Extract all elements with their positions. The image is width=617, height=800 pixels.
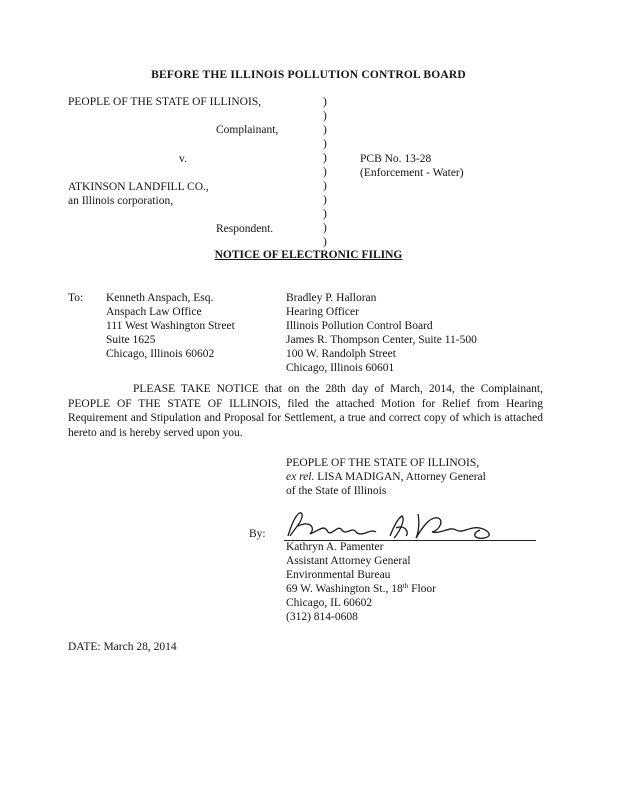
- signer-details: [286, 540, 436, 624]
- recipient-1-line: Kenneth Anspach, Esq.: [106, 292, 214, 304]
- caption-defendant: ATKINSON LANDFILL CO.,: [68, 181, 209, 193]
- recipient-2-line: 100 W. Randolph Street: [286, 348, 396, 360]
- address-floor: Floor: [408, 583, 437, 595]
- recipient-1: [106, 291, 235, 361]
- caption-paren: ): [323, 208, 327, 220]
- caption-paren: ): [323, 110, 327, 122]
- caption-defendant-role: Respondent.: [216, 223, 274, 235]
- to-label: To:: [68, 292, 84, 304]
- recipient-2-line: James R. Thompson Center, Suite 11-500: [286, 334, 477, 346]
- notice-title: NOTICE OF ELECTRONIC FILING: [214, 249, 403, 261]
- recipient-2-line: Illinois Pollution Control Board: [286, 320, 433, 332]
- caption-paren: ): [323, 138, 327, 150]
- caption-paren: ): [323, 124, 327, 136]
- address-suffix: th: [402, 582, 409, 590]
- caption-paren-column: [323, 95, 327, 249]
- recipient-2: [286, 291, 477, 375]
- recipient-1-line: Anspach Law Office: [106, 306, 202, 318]
- caption-paren: ): [323, 152, 327, 164]
- date-line: DATE: March 28, 2014: [68, 641, 177, 653]
- recipient-1-line: 111 West Washington Street: [106, 320, 235, 332]
- recipient-2-line: Hearing Officer: [286, 306, 359, 318]
- recipient-2-line: Chicago, Illinois 60601: [286, 362, 395, 374]
- recipient-2-line: Bradley P. Halloran: [286, 292, 377, 304]
- attorney-general-text: LISA MADIGAN, Attorney General: [314, 471, 486, 483]
- notice-body-paragraph: PLEASE TAKE NOTICE that on the 28th day of March, 2014, the Complainant, PEOPLE OF THE STATE OF ILLINOIS, filed the attached Motion for Relief from Hearing Requirement and Stipulation and Proposal for Settlement, a true and correct copy of which is attached hereto and is hereby served upon you.: [68, 383, 543, 439]
- address-street: 69 W. Washington St., 18: [286, 583, 403, 595]
- caption-paren: ): [323, 166, 327, 178]
- caption-paren: ): [323, 96, 327, 108]
- caption-paren: ): [323, 236, 327, 248]
- signer-name: Kathryn A. Pamenter: [286, 541, 384, 553]
- signature-party-line: PEOPLE OF THE STATE OF ILLINOIS,: [286, 457, 480, 469]
- recipient-1-line: Suite 1625: [106, 334, 156, 346]
- signature-party: [286, 456, 486, 498]
- caption-plaintiff: PEOPLE OF THE STATE OF ILLINOIS,: [68, 96, 262, 108]
- recipient-1-line: Chicago, Illinois 60602: [106, 348, 215, 360]
- signer-title: Assistant Attorney General: [286, 555, 411, 567]
- signer-address: [286, 582, 436, 596]
- ex-rel-text: ex rel.: [286, 471, 315, 483]
- caption-paren: ): [323, 222, 327, 234]
- case-type: (Enforcement - Water): [360, 167, 464, 179]
- caption-versus: v.: [179, 153, 187, 165]
- signature-party-line: of the State of Illinois: [286, 485, 387, 497]
- signer-city: Chicago, IL 60602: [286, 597, 373, 609]
- caption-plaintiff-role: Complainant,: [216, 124, 279, 136]
- caption-defendant-desc: an Illinois corporation,: [68, 195, 174, 207]
- case-number: PCB No. 13-28: [360, 153, 432, 165]
- signer-phone: (312) 814-0608: [286, 611, 358, 623]
- by-label: By:: [249, 528, 266, 540]
- board-title: BEFORE THE ILLINOIS POLLUTION CONTROL BOARD: [151, 69, 466, 81]
- signer-bureau: Environmental Bureau: [286, 569, 391, 581]
- caption-paren: ): [323, 194, 327, 206]
- caption-paren: ): [323, 180, 327, 192]
- signature-party-line-2: [286, 470, 486, 484]
